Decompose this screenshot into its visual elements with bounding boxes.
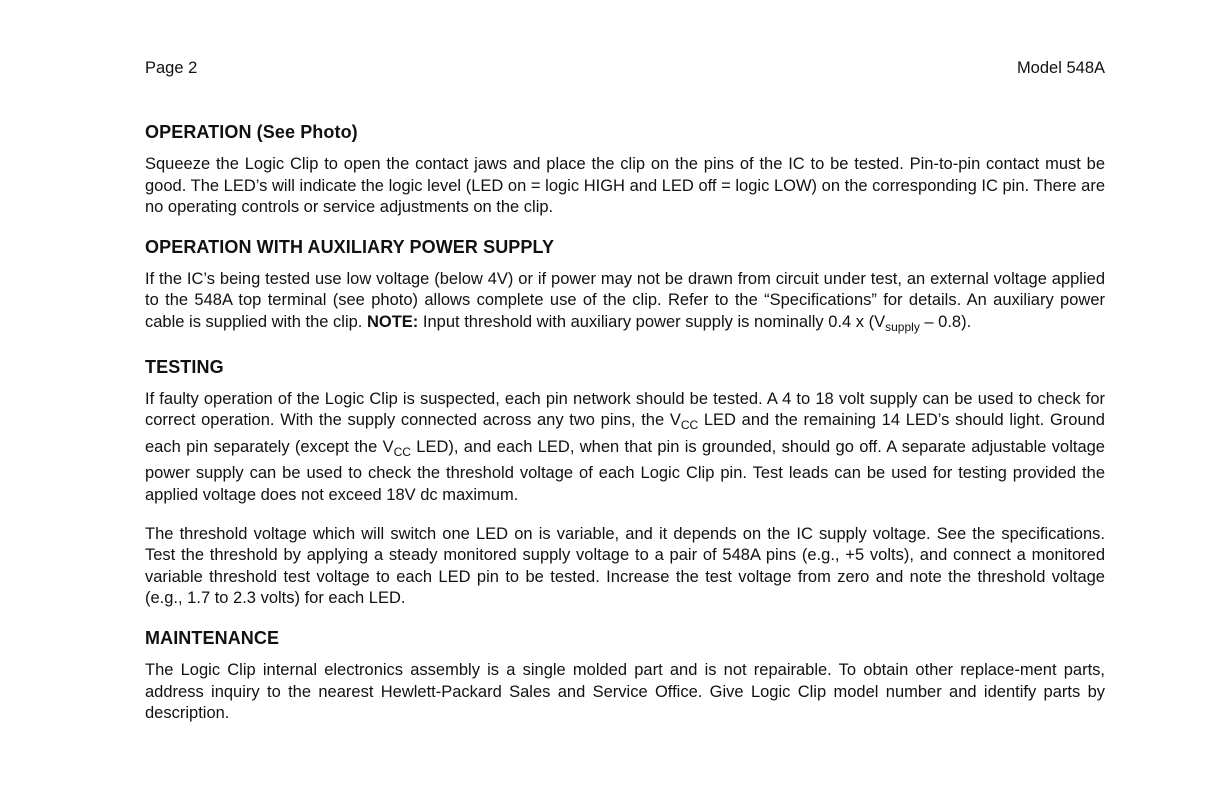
section-title-maintenance: MAINTENANCE bbox=[145, 627, 280, 648]
testing-text-b: LED and the remaining 14 LED’s should light. Ground each pin separately (except the V bbox=[145, 411, 1105, 456]
paragraph-aux-power bbox=[145, 269, 1105, 339]
note-label: NOTE: bbox=[366, 312, 419, 331]
aux-power-text-1: If the IC’s being tested use low voltage (below 4V) or if power may not be drawn from circuit under test, an external voltage applied to the 548A top terminal (see photo) allows complete use of the clip. Refer to the “Specifications” for details. An auxiliary power cable is supplied with the clip. bbox=[145, 269, 1105, 331]
vcc-subscript-2: CC bbox=[393, 444, 411, 459]
paragraph-maintenance: The Logic Clip internal electronics assembly is a single molded part and is not repairable. To obtain other replace-ment parts, address inquiry to the nearest Hewlett-Packard Sales and Service Office. Give Logic Clip model number and identify parts by description. bbox=[145, 660, 1105, 723]
testing-text-a: If faulty operation of the Logic Clip is suspected, each pin network should be tested. A 4 to 18 volt supply can be used to check for correct operation. With the supply connected across any two pins, the V bbox=[145, 389, 1105, 430]
section-title-testing: TESTING bbox=[145, 356, 224, 377]
paragraph-testing-1 bbox=[145, 389, 1105, 507]
section-title-aux-power: OPERATION WITH AUXILIARY POWER SUPPLY bbox=[145, 236, 555, 257]
paragraph-testing-2: The threshold voltage which will switch one LED on is variable, and it depends on the IC supply voltage. See the specifications. Test the threshold by applying a steady monitored supply voltage to a pair of 548A pins (e.g., +5 volts), and connect a monitored variable threshold test voltage to each LED pin to be tested. Increase the test voltage from zero and note the threshold voltage (e.g., 1.7 to 2.3 volts) for each LED. bbox=[145, 524, 1105, 608]
section-title-operation: OPERATION (See Photo) bbox=[145, 122, 358, 142]
vcc-subscript-1: CC bbox=[680, 418, 699, 433]
page-header bbox=[145, 58, 1105, 78]
section-testing bbox=[145, 356, 1105, 610]
section-aux-power bbox=[145, 236, 1105, 339]
paragraph-operation: Squeeze the Logic Clip to open the contact jaws and place the clip on the pins of the IC to be tested. Pin-to-pin contact must be good. The LED’s will indicate the logic level (LED on = logic HIGH and LED off = logic LOW) on the corresponding IC pin. There are no operating controls or service adjustments on the clip. bbox=[145, 155, 1105, 217]
aux-power-text-2: Input threshold with auxiliary power supply is nominally 0.4 x (V bbox=[422, 312, 886, 331]
model-label: Model 548A bbox=[1016, 59, 1105, 77]
section-maintenance bbox=[145, 627, 1105, 725]
supply-subscript: supply bbox=[885, 319, 920, 334]
document-page bbox=[145, 58, 1105, 742]
testing-text-c: LED), and each LED, when that pin is grounded, should go off. A separate adjustable voltage power supply can be used to check the threshold voltage of each Logic Clip pin. Test leads can be used for testing provided the applied voltage does not exceed 18V dc maximum. bbox=[145, 437, 1105, 504]
aux-power-text-3: – 0.8). bbox=[919, 312, 972, 331]
page-number: Page 2 bbox=[145, 59, 198, 77]
section-operation bbox=[145, 121, 1105, 219]
